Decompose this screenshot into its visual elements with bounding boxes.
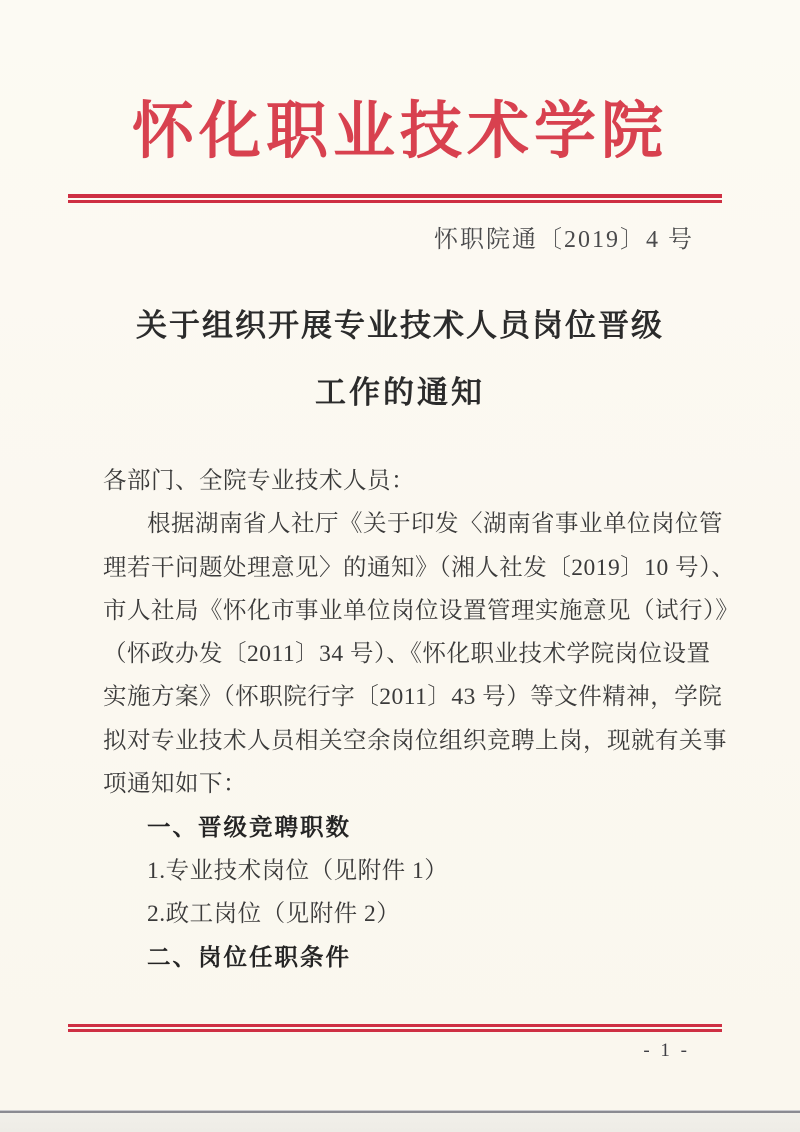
body-line: 项通知如下：	[103, 771, 247, 798]
notice-title-line2: 工作的通知	[315, 375, 485, 410]
doc-number: 怀职院通〔2019〕4 号	[434, 227, 694, 253]
body-line: 实施方案》（怀职院行字〔2011〕43 号）等文件精神，学院	[103, 684, 723, 711]
notice-title	[0, 306, 800, 413]
body-line: 根据湖南省人社厅《关于印发〈湖南省事业单位岗位管	[147, 511, 723, 538]
header-rule	[68, 194, 722, 203]
section-heading-2: 二、岗位任职条件	[147, 944, 351, 971]
body-line: 市人社局《怀化市事业单位岗位设置管理实施意见（试行）》	[103, 597, 740, 624]
body-line-item-2: 2.政工岗位（见附件 2）	[147, 900, 401, 927]
notice-body	[103, 460, 740, 980]
scan-bottom-edge	[0, 1110, 800, 1132]
page-number: - 1 -	[643, 1040, 690, 1061]
org-masthead-title: 怀化职业技术学院	[131, 98, 668, 166]
notice-title-line1: 关于组织开展专业技术人员岗位晋级	[136, 308, 664, 343]
body-line: （怀政办发〔2011〕34 号）、《怀化职业技术学院岗位设置	[103, 641, 711, 668]
body-line-salutation: 各部门、全院专业技术人员：	[103, 468, 415, 494]
footer-rule	[68, 1024, 722, 1032]
body-line: 理若干问题处理意见〉的通知》（湘人社发〔2019〕10 号）、	[103, 554, 736, 581]
section-heading-1: 一、晋级竞聘职数	[147, 814, 351, 841]
body-line-item-1: 1.专业技术岗位（见附件 1）	[147, 857, 449, 884]
body-line: 拟对专业技术人员相关空余岗位组织竞聘上岗，现就有关事	[103, 727, 727, 754]
